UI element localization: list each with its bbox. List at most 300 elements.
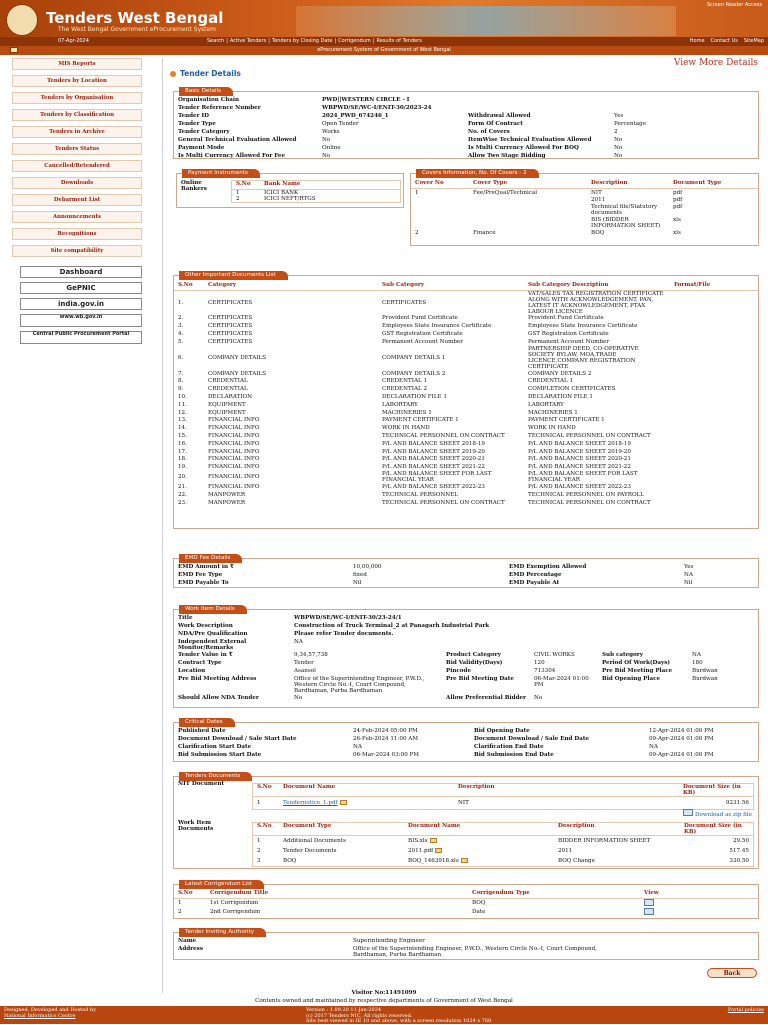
back-button[interactable]: Back <box>707 968 757 978</box>
table-row <box>174 483 758 491</box>
value: NA <box>692 652 701 658</box>
cell: MACHINERIES 1 <box>528 409 578 416</box>
column-header: Corrigendum Title <box>206 890 468 898</box>
table-row <box>174 401 758 409</box>
cell: pdf <box>673 189 683 196</box>
format-cell <box>670 483 758 491</box>
cell: Employees State Insurance Certificate <box>382 323 492 330</box>
page-title: Tender Details <box>170 69 241 78</box>
cell: 1 <box>257 799 261 806</box>
table-row <box>411 203 758 216</box>
cell: PAYMENT CERTIFICATE 1 <box>382 417 459 424</box>
table-row <box>174 346 758 370</box>
format-cell <box>670 463 758 471</box>
cell: ICICI NEFT/RTGS <box>264 195 316 202</box>
cell: Additional Documents <box>283 837 346 844</box>
value: Asansol <box>294 668 316 674</box>
value: Percentage <box>614 121 647 127</box>
format-cell <box>670 322 758 330</box>
label: Pre Bid Meeting Date <box>446 676 514 682</box>
table-row <box>174 744 758 752</box>
value: 09-Apr-2024 01:00 PM <box>649 752 714 758</box>
column-header: Description <box>554 823 680 836</box>
nav-separator: | <box>372 38 375 44</box>
download-zip-link[interactable] <box>683 809 752 818</box>
cell: 2. <box>178 315 184 322</box>
column-header: Document Name <box>404 823 554 836</box>
label: Is Multi Currency Allowed For Fee <box>178 153 286 159</box>
sidebar-item-6[interactable]: Cancelled/Retendered <box>12 160 142 172</box>
cell: COMPANY DETAILS 2 <box>382 370 446 377</box>
payment-instruments-section <box>176 170 404 208</box>
format-cell <box>670 491 758 499</box>
work-item-table <box>174 615 758 702</box>
document-link[interactable]: BIS.xls <box>408 837 428 844</box>
label: Tender Type <box>178 121 216 127</box>
cell: P/L AND BALANCE SHEET 2021-22 <box>382 464 485 471</box>
authority-table <box>174 938 758 958</box>
cell: GST Registration Certificate <box>382 330 463 337</box>
cell: 11. <box>178 401 187 408</box>
nav-right-link-2[interactable]: SiteMap <box>743 38 764 44</box>
cell: P/L AND BALANCE SHEET 2020-21 <box>528 456 631 463</box>
label: EMD Amount in ₹ <box>178 564 234 570</box>
format-cell <box>670 401 758 409</box>
nit-document-label: NIT Document <box>178 781 225 787</box>
label: Bid Submission End Date <box>474 752 554 758</box>
footer <box>0 1006 768 1024</box>
table-row <box>174 385 758 393</box>
value: No <box>614 137 623 143</box>
format-cell <box>670 315 758 323</box>
bank-table <box>232 181 400 202</box>
table-row <box>174 440 758 448</box>
cell: xls <box>673 216 681 223</box>
cell: MANPOWER <box>208 491 246 498</box>
table-row <box>174 416 758 424</box>
value <box>610 105 758 113</box>
sidebar-item-4[interactable]: Tenders in Archive <box>12 126 142 138</box>
format-cell <box>670 409 758 417</box>
corrigendum-section <box>173 881 759 919</box>
version: Version : 1.09.20 11-Jan-2024 <box>306 1007 382 1013</box>
cell: 12. <box>178 409 187 416</box>
format-cell <box>670 346 758 370</box>
critical-dates-table <box>174 728 758 760</box>
nav-right-link-0[interactable]: Home <box>689 38 705 44</box>
table-row <box>174 898 758 908</box>
portal-strip-text: eProcurement System of Government of West Bengal <box>317 47 451 53</box>
portal-policies-link[interactable]: Portal policies <box>727 1007 764 1013</box>
column-header: Document Size (in KB) <box>680 823 753 836</box>
cell: MANPOWER <box>208 499 246 506</box>
value: NA <box>684 572 693 578</box>
cell: BOQ <box>283 857 297 864</box>
column-header: Category <box>204 282 378 290</box>
logo-3[interactable]: www.wb.gov.in <box>20 314 142 327</box>
tender-inviting-authority-section <box>173 929 759 960</box>
label: Period Of Work(Days) <box>602 660 671 666</box>
format-cell <box>670 385 758 393</box>
column-header: Document Name <box>279 784 454 797</box>
value: Nil <box>353 580 362 586</box>
cell: P/L AND BALANCE SHEET 2018-19 <box>382 440 485 447</box>
cell: 9. <box>178 386 184 393</box>
table-row <box>174 409 758 417</box>
cell: TECHNICAL PERSONNEL ON PAYROLL <box>528 491 644 498</box>
cell: 2 <box>178 909 182 915</box>
sidebar-item-11[interactable]: Site compatibility <box>12 245 142 257</box>
table-row <box>174 463 758 471</box>
table-row <box>174 659 758 667</box>
document-link-cell[interactable] <box>404 836 554 846</box>
value: Please refer Tender documents. <box>294 631 394 637</box>
nav-link-1[interactable]: Active Tenders <box>229 38 267 44</box>
value: 06-Mar-2024 03:00 PM <box>353 752 420 758</box>
cell: Provident Fund Certificate <box>528 315 604 322</box>
cell: P/L AND BALANCE SHEET FOR LAST FINANCIAL YEAR <box>528 471 638 484</box>
label: Organisation Chain <box>178 97 240 103</box>
zip-label: Download as zip file <box>694 812 752 818</box>
cell: GST Registration Certificate <box>528 330 609 337</box>
sidebar-item-9[interactable]: Announcements <box>12 211 142 223</box>
value: Open Tender <box>322 121 359 127</box>
document-link-cell[interactable] <box>404 846 554 856</box>
cell: Date <box>472 909 486 915</box>
cell: 2 <box>257 847 261 854</box>
cell: 7. <box>178 370 184 377</box>
label: Bid Validity(Days) <box>446 660 503 666</box>
state-emblem-icon <box>6 4 38 36</box>
cell <box>411 196 469 203</box>
screen-reader-link[interactable]: Screen Reader Access <box>706 2 762 8</box>
label: Should Allow NDA Tender <box>178 695 259 701</box>
cell: TECHNICAL PERSONNEL ON CONTRACT <box>528 499 651 506</box>
cell: 1 <box>178 900 182 906</box>
logo-4[interactable]: Central Public Procurement Portal <box>20 331 142 344</box>
cell: 9231.56 <box>725 799 749 806</box>
file-icon <box>461 858 468 863</box>
value: PWD||WESTERN CIRCLE - I <box>322 97 410 103</box>
section-header: Basic Details <box>179 87 233 96</box>
nav-right-link-1[interactable]: Contact Us <box>710 38 738 44</box>
table-row <box>174 752 758 760</box>
copyright: (c) 2017 Tenders NIC, All rights reserved. <box>306 1012 413 1019</box>
view-cell[interactable] <box>640 908 758 917</box>
column-header: Cover Type <box>469 180 587 188</box>
label: Bid Opening Date <box>474 728 530 734</box>
corrigendum-table <box>174 890 758 917</box>
cell: 13. <box>178 417 187 424</box>
value: Yes <box>614 113 624 119</box>
sidebar-item-1[interactable]: Tenders by Location <box>12 75 142 87</box>
column-header: S.No <box>174 282 204 290</box>
label: EMD Exemption Allowed <box>509 564 587 570</box>
sidebar-item-7[interactable]: Downloads <box>12 177 142 189</box>
column-header: Format/File <box>670 282 758 290</box>
value: Construction of Truck Terminal_2 at Panagarh Industrial Park <box>294 623 490 629</box>
table-row <box>174 675 758 694</box>
work-item-section <box>173 606 759 708</box>
sidebar-item-10[interactable]: Recognitions <box>12 228 142 240</box>
value: 10,00,000 <box>353 564 382 570</box>
basic-details-table <box>174 97 758 161</box>
label: Product Category <box>446 652 501 658</box>
cell: 2nd Corrigendum <box>210 909 261 915</box>
site-subtitle: The West Bengal Government eProcurement System <box>58 26 217 33</box>
cell: LABORTARY <box>528 401 564 408</box>
label: Bid Submission Start Date <box>178 752 262 758</box>
label: EMD Fee Type <box>178 572 223 578</box>
value: No <box>322 153 331 159</box>
value: WBPWD/SE/WC-I/ENIT-30/23-24/1 <box>294 615 402 621</box>
nic-link[interactable]: National Informatics Centre <box>4 1012 76 1019</box>
current-date: 07-Apr-2024 <box>58 38 89 44</box>
file-icon <box>430 838 437 843</box>
cell: 1st Corrigendum <box>210 900 259 906</box>
label: Tender Category <box>178 129 230 135</box>
table-row <box>174 113 758 121</box>
format-cell <box>670 440 758 448</box>
divider <box>162 58 163 993</box>
column-header: Cover No <box>411 180 469 188</box>
zip-icon <box>683 809 693 816</box>
value: No <box>294 695 303 701</box>
table-row <box>174 448 758 456</box>
table-row <box>174 290 758 315</box>
table-row <box>174 424 758 432</box>
cell: WORK IN HAND <box>382 425 430 432</box>
value: 120 <box>534 660 545 666</box>
value: No <box>614 145 623 151</box>
table-row <box>174 145 758 153</box>
emd-table <box>174 564 758 588</box>
cell: BOQ <box>591 229 605 236</box>
cell: DECLARATION FILE 1 <box>528 393 593 400</box>
label <box>464 97 610 105</box>
cell: TECHNICAL PERSONNEL ON CONTRACT <box>382 499 505 506</box>
column-header: Corrigendum Type <box>468 890 640 898</box>
value: No <box>614 153 623 159</box>
label: General Technical Evaluation Allowed <box>178 137 297 143</box>
format-cell <box>670 471 758 483</box>
work-item-documents-label: Work Item Documents <box>178 820 214 832</box>
value: NA <box>353 744 362 750</box>
sidebar-item-0[interactable]: MIS Reports <box>12 58 142 70</box>
value: fixed <box>353 572 367 578</box>
value: Yes <box>684 564 694 570</box>
critical-dates-section <box>173 719 759 762</box>
cell <box>411 203 469 216</box>
sidebar-item-3[interactable]: Tenders by Classification <box>12 109 142 121</box>
cell: 6. <box>178 354 184 361</box>
cell: FINANCIAL INFO <box>208 417 260 424</box>
cell: NIT <box>591 189 602 196</box>
label: Pre Bid Meeting Place <box>602 668 673 674</box>
cell: FINANCIAL INFO <box>208 483 260 490</box>
label <box>598 694 688 702</box>
document-link-cell[interactable] <box>404 856 554 866</box>
top-navbar <box>0 37 768 46</box>
format-cell <box>670 338 758 346</box>
table-row <box>174 153 758 161</box>
table-row <box>253 797 753 809</box>
section-header: Payment Instruments <box>182 169 260 178</box>
portal-strip <box>0 46 768 55</box>
label: Document Download / Sale End Date <box>474 736 590 742</box>
label <box>464 105 610 113</box>
value: 12-Apr-2024 01:00 PM <box>649 728 714 734</box>
nav-link-3[interactable]: Corrigendum <box>338 38 371 44</box>
table-row <box>174 137 758 145</box>
table-row <box>232 196 400 202</box>
cell: Employees State Insurance Certificate <box>528 323 638 330</box>
format-cell <box>670 377 758 385</box>
cell: xls <box>673 229 681 236</box>
value: 180 <box>692 660 703 666</box>
designed-by: Designed, Developed and Hosted by <box>4 1007 96 1013</box>
cell: COMPANY DETAILS 2 <box>528 370 592 377</box>
table-row <box>174 393 758 401</box>
sidebar-item-5[interactable]: Tenders Status <box>12 143 142 155</box>
cell: pdf <box>673 203 683 210</box>
folder-icon[interactable] <box>10 47 18 53</box>
sidebar-item-2[interactable]: Tenders by Organisation <box>12 92 142 104</box>
label: NDA/Pre Qualification <box>178 631 248 637</box>
cell: Tender Documents <box>283 847 337 854</box>
value: 9,34,57,738 <box>294 652 328 658</box>
document-link[interactable]: 2011.pdf <box>408 847 434 854</box>
logo-2[interactable]: india.gov.in <box>20 298 142 310</box>
cell: P/L AND BALANCE SHEET 2021-22 <box>528 464 631 471</box>
cell <box>469 196 587 203</box>
table-row <box>174 97 758 105</box>
cell: 23. <box>178 499 187 506</box>
label: Tender ID <box>178 113 209 119</box>
cell: CERTIFICATES <box>208 299 253 306</box>
cell: 5. <box>178 338 184 345</box>
label: Sub category <box>602 652 643 658</box>
sidebar-item-8[interactable]: Debarment List <box>12 194 142 206</box>
logo-1[interactable]: GePNIC <box>20 282 142 294</box>
value: No <box>534 695 543 701</box>
cell: PAYMENT CERTIFICATE 1 <box>528 417 605 424</box>
label: No. of Covers <box>468 129 510 135</box>
cell: 14. <box>178 425 187 432</box>
cell: TECHNICAL PERSONNEL ON CONTRACT <box>382 432 505 439</box>
table-row <box>174 105 758 113</box>
table-row <box>411 196 758 203</box>
cell: 330.50 <box>729 857 749 864</box>
format-cell <box>670 393 758 401</box>
label: Allow Two Stage Bidding <box>468 153 546 159</box>
label: Clarification End Date <box>474 744 544 750</box>
format-cell <box>670 499 758 507</box>
tender-documents-section <box>173 773 759 869</box>
cell: 3 <box>257 857 261 864</box>
label: Tender Reference Number <box>178 105 261 111</box>
cell: 8. <box>178 378 184 385</box>
label: Document Download / Sale Start Date <box>178 736 297 742</box>
site-title: Tenders West Bengal <box>46 9 224 27</box>
cell: 4. <box>178 330 184 337</box>
cell: Provident Fund Certificate <box>382 315 458 322</box>
table-row <box>174 432 758 440</box>
view-more-details-link[interactable]: View More Details <box>673 58 758 68</box>
cell: 3. <box>178 323 184 330</box>
table-row <box>174 377 758 385</box>
cell: P/L AND BALANCE SHEET 2020-21 <box>382 456 485 463</box>
logo-0[interactable]: Dashboard <box>20 266 142 278</box>
emd-section <box>173 555 759 588</box>
table-row <box>174 370 758 378</box>
label: Name <box>178 938 197 944</box>
value: 2 <box>614 129 618 135</box>
value: Nil <box>684 580 693 586</box>
table-row <box>174 491 758 499</box>
value: WBPWD/SE/WC-I/ENIT-30/2023-24 <box>322 105 432 111</box>
table-row <box>174 564 758 572</box>
site-header <box>0 0 768 46</box>
view-cell[interactable] <box>640 898 758 908</box>
cell: PARTNERSHIP DEED, CO-OPERATIVE SOCIETY BYLAW, MOA,TRADE LICENCE,COMPANY REGISTRATION CERTIFICATE <box>528 345 639 370</box>
cell: P/L AND BALANCE SHEET 2019-20 <box>382 448 485 455</box>
cell: Technical file/Statutory documents <box>591 203 658 216</box>
cell: EQUIPMENT <box>208 409 246 416</box>
nav-link-2[interactable]: Tenders by Closing Date <box>271 38 333 44</box>
cell: 18. <box>178 456 187 463</box>
document-link-cell[interactable] <box>279 797 454 809</box>
view-icon[interactable] <box>644 908 654 915</box>
table-row <box>174 315 758 323</box>
label: EMD Percentage <box>509 572 562 578</box>
table-row <box>174 330 758 338</box>
value: NA <box>649 744 658 750</box>
nav-link-0[interactable]: Search <box>207 38 225 44</box>
cell: CERTIFICATES <box>208 338 253 345</box>
cell: CREDENTIAL 1 <box>528 378 574 385</box>
value: Tender <box>294 660 314 666</box>
cell: P/L AND BALANCE SHEET 2019-20 <box>528 448 631 455</box>
pdf-icon <box>340 800 347 805</box>
visitor-count: Visitor No:11491099 <box>351 990 417 996</box>
cell: FINANCIAL INFO <box>208 448 260 455</box>
cell: P/L AND BALANCE SHEET FOR LAST FINANCIAL YEAR <box>382 471 492 484</box>
cell: 29.50 <box>732 837 749 844</box>
cell: 19. <box>178 464 187 471</box>
cell: 1 <box>257 837 261 844</box>
section-header: Covers Information, No. Of Covers - 2 <box>416 169 539 178</box>
table-row <box>411 216 758 229</box>
value: CIVIL WORKS <box>534 652 575 658</box>
work-item-documents-table <box>253 823 753 866</box>
cell: P/L AND BALANCE SHEET 2022-23 <box>382 483 485 490</box>
cell: COMPANY DETAILS 1 <box>382 354 446 361</box>
label: ItemWise Technical Evaluation Allowed <box>468 137 592 143</box>
column-header: S.No <box>174 890 206 898</box>
nav-link-4[interactable]: Results of Tenders <box>376 38 422 44</box>
cell: pdf <box>673 196 683 203</box>
value: No <box>322 137 331 143</box>
cell: 15. <box>178 432 187 439</box>
document-link[interactable]: Tendernotice_1.pdf <box>283 799 338 806</box>
cell: Permanent Account Number <box>382 338 463 345</box>
other-documents-section <box>173 272 759 529</box>
nav-right-links <box>684 38 764 44</box>
view-icon[interactable] <box>644 899 654 906</box>
document-link[interactable]: BOQ_1463918.xls <box>408 857 459 864</box>
cell: 2 <box>415 229 419 236</box>
